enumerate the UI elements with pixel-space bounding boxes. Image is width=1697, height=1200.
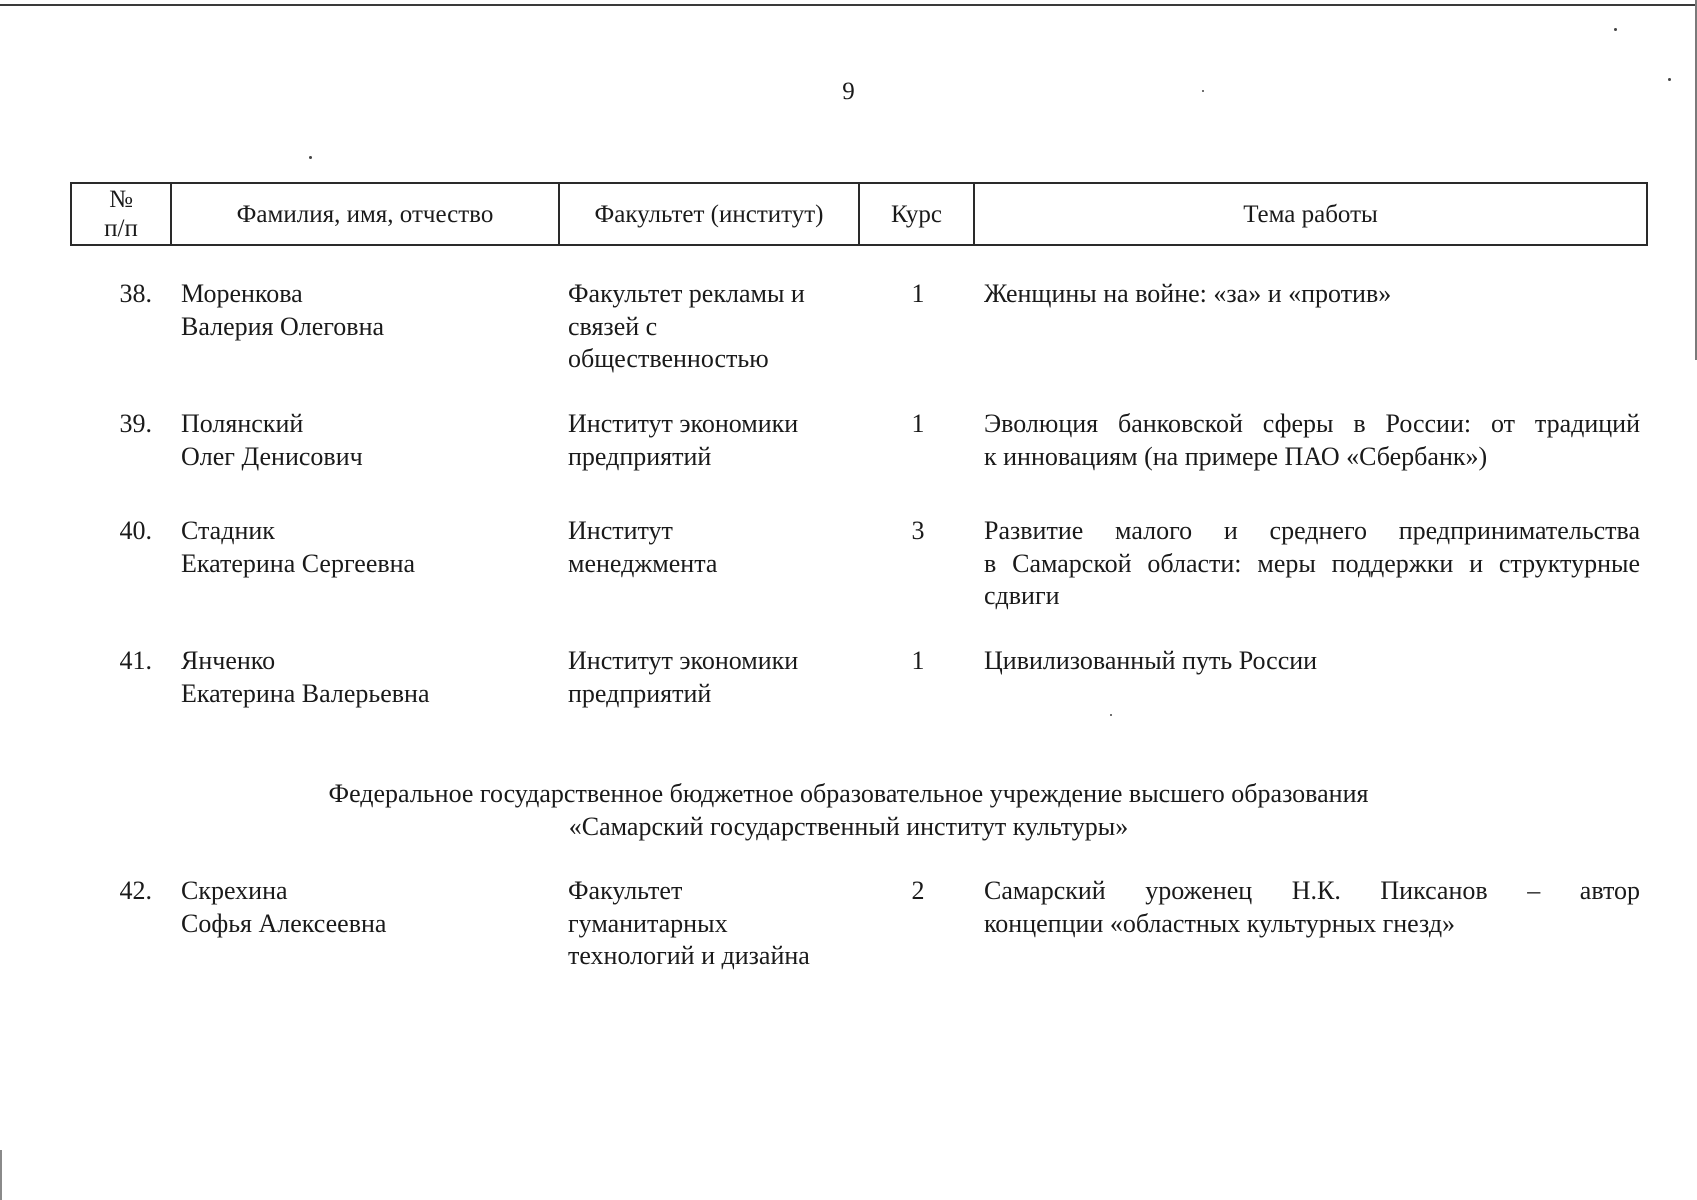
row-number: 39.: [119, 409, 152, 438]
row-number: 40.: [119, 516, 152, 545]
row-number: 38.: [119, 279, 152, 308]
header-cell-number: [72, 184, 172, 244]
topic-line: в Самарской области: меры поддержки и структурные: [984, 548, 1640, 578]
faculty-line: предприятий: [568, 678, 712, 708]
scan-speck: [1614, 28, 1617, 31]
topic-line: Самарский уроженец Н.К. Пиксанов – автор: [984, 876, 1640, 905]
faculty-line: предприятий: [568, 441, 712, 471]
faculty: [568, 278, 868, 376]
scan-speck: [1110, 714, 1112, 716]
student-name: [181, 875, 541, 940]
student-given-names: Валерия Олеговна: [181, 311, 385, 341]
faculty-line: технологий и дизайна: [568, 941, 810, 970]
student-name: [181, 408, 541, 473]
topic-line: Цивилизованный путь России: [984, 646, 1318, 675]
faculty-line: Институт экономики: [568, 409, 799, 438]
faculty-line: Факультет: [568, 876, 683, 905]
page-number: 9: [842, 78, 855, 105]
faculty-line: Факультет рекламы и: [568, 279, 805, 308]
header-cell-faculty: Факультет (институт): [560, 184, 860, 244]
top-border-line: [0, 4, 1697, 6]
student-name: [181, 515, 541, 580]
faculty-line: Институт: [568, 516, 673, 545]
work-topic: [984, 278, 1640, 311]
faculty-line: связей с: [568, 311, 658, 341]
work-topic: [984, 875, 1640, 940]
faculty-line: гуманитарных: [568, 908, 728, 938]
course-year: 1: [911, 646, 925, 675]
institution-heading: [0, 777, 1697, 843]
work-topic: [984, 515, 1640, 613]
course-year: 2: [911, 876, 925, 905]
institution-heading-line1: Федеральное государственное бюджетное образовательное учреждение высшего образования: [328, 779, 1369, 808]
faculty: [568, 515, 868, 580]
faculty: [568, 875, 868, 973]
student-name: [181, 278, 541, 343]
work-topic: [984, 408, 1640, 473]
student-given-names: Екатерина Сергеевна: [181, 548, 416, 578]
table-header: [70, 182, 1648, 246]
student-given-names: Софья Алексеевна: [181, 908, 387, 938]
course-year: 1: [911, 409, 925, 438]
faculty-line: общественностью: [568, 344, 769, 373]
work-topic: [984, 645, 1640, 678]
student-given-names: Екатерина Валерьевна: [181, 678, 430, 708]
course-year: 3: [911, 516, 925, 545]
topic-line: Эволюция банковской сферы в России: от традиций: [984, 409, 1640, 438]
course-year: 1: [911, 279, 925, 308]
row-number: 41.: [119, 646, 152, 675]
institution-heading-line2: «Самарский государственный институт культуры»: [568, 812, 1129, 841]
student-surname: Моренкова: [181, 279, 303, 308]
header-number-label-line1: №: [109, 186, 133, 213]
row-number: 42.: [119, 876, 152, 905]
faculty: [568, 645, 868, 710]
topic-line: сдвиги: [984, 581, 1060, 610]
topic-line: Женщины на войне: «за» и «против»: [984, 279, 1392, 308]
scan-speck: [1202, 90, 1204, 92]
topic-line: Развитие малого и среднего предпринимательства: [984, 516, 1640, 545]
header-cell-name: Фамилия, имя, отчество: [172, 184, 560, 244]
faculty-line: менеджмента: [568, 548, 718, 578]
student-name: [181, 645, 541, 710]
left-border-line: [0, 1150, 2, 1200]
student-surname: Скрехина: [181, 876, 288, 905]
header-cell-topic: Тема работы: [1243, 200, 1378, 228]
header-cell-year: Курс: [860, 184, 975, 244]
header-number-label-line2: п/п: [104, 215, 138, 242]
scan-speck: [309, 156, 312, 159]
topic-line: концепции «областных культурных гнезд»: [984, 908, 1456, 938]
scan-speck: [1668, 78, 1671, 81]
student-surname: Янченко: [181, 646, 276, 675]
faculty-line: Институт экономики: [568, 646, 799, 675]
topic-line: к инновациям (на примере ПАО «Сбербанк»): [984, 441, 1488, 471]
faculty: [568, 408, 868, 473]
student-surname: Полянский: [181, 409, 304, 438]
student-surname: Стадник: [181, 516, 275, 545]
student-given-names: Олег Денисович: [181, 441, 363, 471]
